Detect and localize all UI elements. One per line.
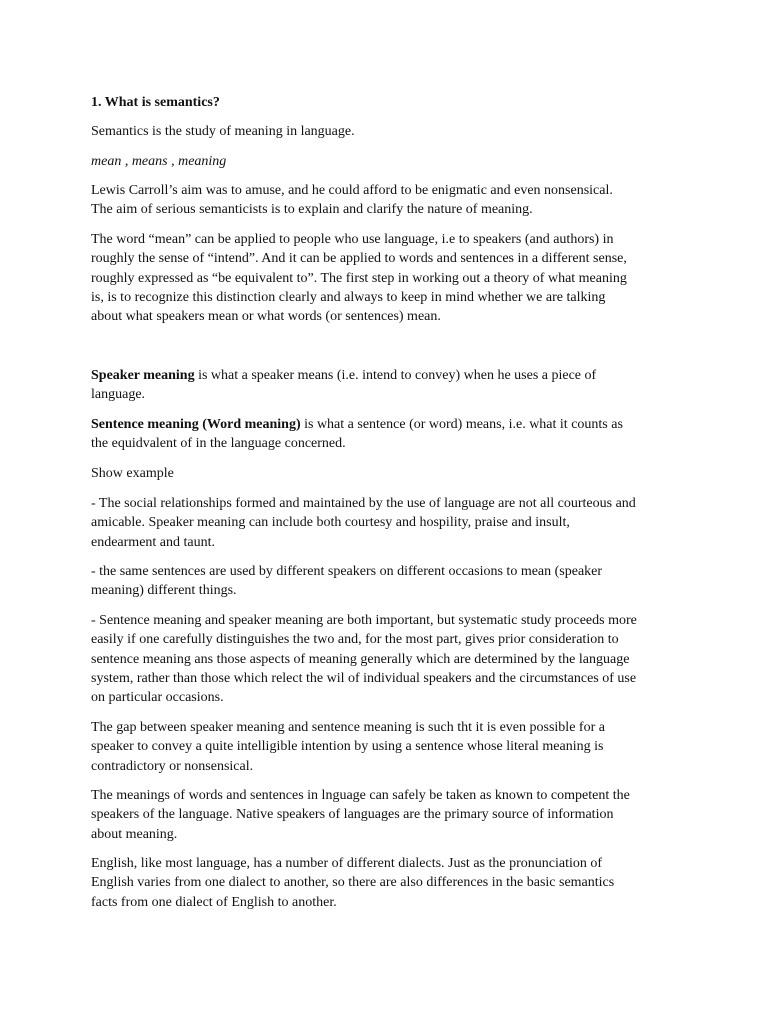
gap-line: speaker to convey a quite intelligible intention by using a sentence whose literal meaning is: [91, 739, 604, 755]
mean-line: The word “mean” can be applied to people who use language, i.e to speakers (and authors) in: [91, 232, 614, 247]
speaker-meaning-term: Speaker meaning: [91, 368, 195, 383]
meanings-line: speakers of the language. Native speakers of languages are the primary source of information: [91, 807, 614, 823]
sentence-meaning-line: [91, 415, 691, 434]
speaker-meaning-text: is what a speaker means (i.e. intend to convey) when he uses a piece of: [194, 368, 597, 383]
english-line: English varies from one dialect to another, so there are also differences in the basic semantics: [91, 875, 615, 891]
social-bullet-line: amicable. Speaker meaning can include both courtesy and hospility, praise and insult,: [91, 515, 570, 531]
carroll-paragraph: [91, 181, 691, 220]
sentence-meaning-paragraph: [91, 415, 691, 454]
mean-paragraph: [91, 230, 691, 326]
sentence-meaning-text: is what a sentence (or word) means, i.e. what it counts as: [300, 417, 623, 432]
mean-line: about what speakers mean or what words (or sentences) mean.: [91, 309, 441, 325]
same-sentences-line: - the same sentences are used by different speakers on different occasions to mean (speaker: [91, 564, 603, 579]
meanings-paragraph: [91, 786, 691, 844]
sentence-meaning-term: Sentence meaning (Word meaning): [91, 417, 301, 432]
same-sentences-bullet-paragraph: [91, 562, 691, 601]
definition-paragraph: Semantics is the study of meaning in language.: [91, 124, 355, 139]
mean-line: roughly the sense of “intend”. And it can be applied to words and sentences in a different sense,: [91, 251, 627, 267]
important-bullet-paragraph: [91, 611, 691, 707]
english-paragraph: [91, 854, 691, 912]
social-bullet-paragraph: [91, 494, 691, 552]
show-example-line: Show example: [91, 466, 174, 481]
gap-line: contradictory or nonsensical.: [91, 758, 254, 774]
important-bullet-line: system, rather than those which relect the wil of individual speakers and the circumstances of use: [91, 670, 637, 686]
carroll-line: The aim of serious semanticists is to explain and clarify the nature of meaning.: [91, 202, 533, 218]
carroll-line: Lewis Carroll’s aim was to amuse, and he could afford to be enigmatic and even nonsensical.: [91, 183, 613, 198]
meanings-line: about meaning.: [91, 826, 178, 842]
english-line: facts from one dialect of English to another.: [91, 894, 337, 910]
english-line: English, like most language, has a number of different dialects. Just as the pronunciation of: [91, 856, 603, 871]
important-bullet-line: on particular occasions.: [91, 690, 224, 706]
important-bullet-line: easily if one carefully distinguishes the two and, for the most part, gives prior consideration to: [91, 632, 619, 648]
important-bullet-line: sentence meaning ans those aspects of meaning generally which are determined by the language: [91, 651, 630, 667]
important-bullet-line: - Sentence meaning and speaker meaning are both important, but systematic study proceeds more: [91, 613, 637, 628]
mean-line: roughly expressed as “be equivalent to”. The first step in working out a theory of what meaning: [91, 270, 627, 286]
word-forms-line: mean , means , meaning: [91, 154, 227, 169]
sentence-meaning-line: the equidvalent of in the language concerned.: [91, 436, 346, 452]
speaker-meaning-line: [91, 366, 691, 385]
meanings-line: The meanings of words and sentences in lnguage can safely be taken as known to competent the: [91, 788, 630, 803]
same-sentences-line: meaning) different things.: [91, 583, 237, 599]
speaker-meaning-line: language.: [91, 387, 146, 403]
section-heading: 1. What is semantics?: [91, 95, 220, 110]
mean-line: is, is to recognize this distinction clearly and always to keep in mind whether we are talking: [91, 289, 606, 305]
social-bullet-line: - The social relationships formed and maintained by the use of language are not all courteous and: [91, 496, 636, 511]
gap-line: The gap between speaker meaning and sentence meaning is such tht it is even possible for a: [91, 720, 605, 735]
gap-paragraph: [91, 718, 691, 776]
speaker-meaning-paragraph: [91, 366, 691, 405]
social-bullet-line: endearment and taunt.: [91, 534, 216, 550]
